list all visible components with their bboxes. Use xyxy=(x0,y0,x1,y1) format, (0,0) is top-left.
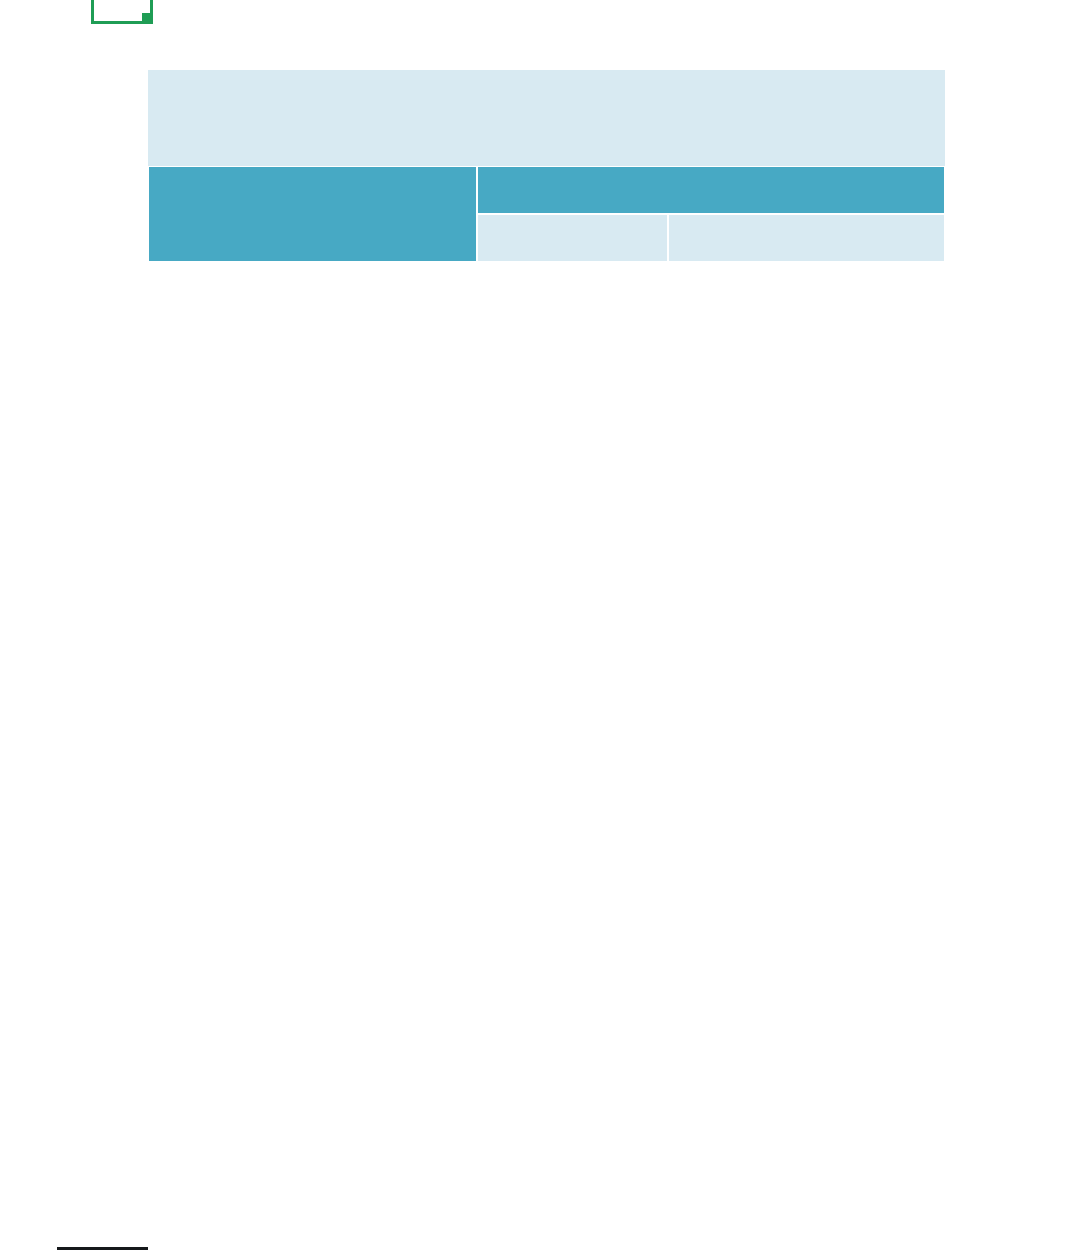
border-fragment xyxy=(57,1247,148,1250)
header-partial-column[interactable] xyxy=(477,214,668,262)
header-total-column[interactable] xyxy=(668,214,945,262)
header-item-column[interactable] xyxy=(148,166,477,262)
title-cell[interactable] xyxy=(148,70,945,166)
header-amount-column[interactable] xyxy=(477,166,945,214)
selection-fill-handle[interactable] xyxy=(142,13,153,24)
